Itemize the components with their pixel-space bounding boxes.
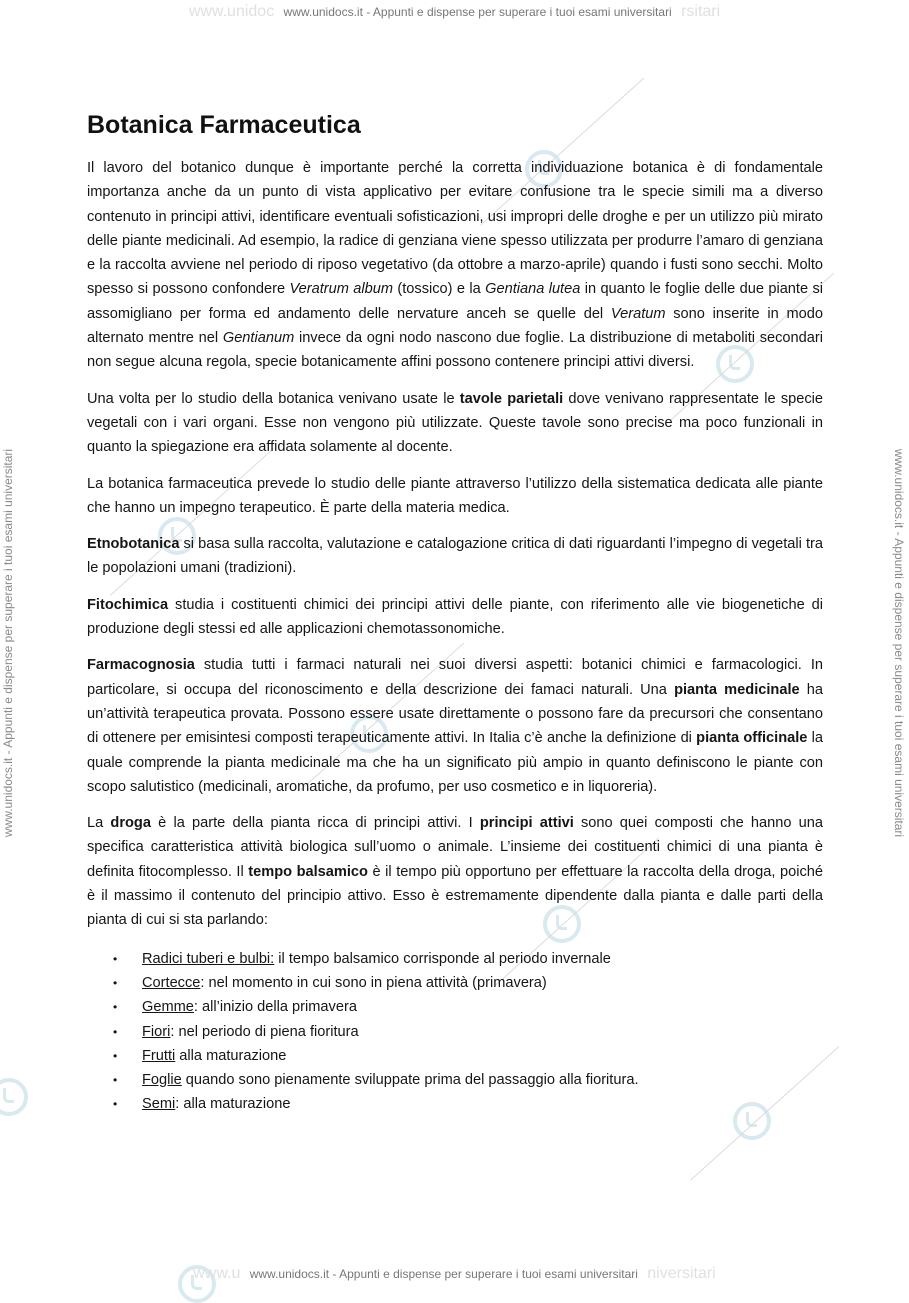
header-line: www.unidocs.it - Appunti e dispense per superare i tuoi esami universitari	[283, 5, 672, 19]
list-item-term: Fiori	[142, 1023, 171, 1040]
footer-line: www.unidocs.it - Appunti e dispense per superare i tuoi esami universitari	[249, 1267, 638, 1281]
text-run: invece da ogni nodo nascono due foglie. La distribuzione di metaboliti secondari non segue alcuna regola, specie botanicamente affini possono contenere principi attivi diversi.	[87, 330, 824, 371]
italic-term: Gentianum	[222, 330, 295, 347]
list-item-desc: quando sono pienamente sviluppate prima del passaggio alla fioritura.	[181, 1072, 639, 1089]
document-title: Botanica Farmaceutica	[87, 111, 361, 139]
watermark-logo-icon	[0, 1078, 28, 1116]
text-run: la quale comprende la pianta medicinale ma che ha un significato più ampio in quanto definiscono le piante con scopo salutistico (medicinali, aromatiche, da profumo, per uso cosmetico e in liquoreria).	[87, 730, 824, 795]
document-body	[87, 108, 823, 1117]
page-header-watermark	[0, 0, 909, 26]
paragraph-farmacognosia	[87, 653, 823, 799]
side-watermark-left: www.unidocs.it - Appunti e dispense per superare i tuoi esami universitari	[1, 448, 15, 838]
tempo-balsamico-list	[87, 947, 823, 1117]
text-run: si basa sulla raccolta, valutazione e catalogazione critica di dati riguardanti l’impegno di vegetali tra le popolazioni umani (tradizioni).	[87, 536, 823, 577]
bold-term: pianta officinale	[696, 730, 808, 747]
list-item	[87, 1020, 823, 1044]
text-run: è il tempo più opportuno per effettuare la raccolta della droga, poiché è il massimo il contenuto del principio attivo. Esso è estremamente dipendente dalla pianta e dalle parti della pianta di cui si sta parlando:	[87, 863, 823, 929]
bold-term: pianta medicinale	[674, 681, 800, 698]
bold-term: tavole parietali	[459, 390, 564, 407]
text-run: Una volta per lo studio della botanica venivano usate le	[87, 390, 460, 407]
text-run: studia tutti i farmaci naturali nei suoi diversi aspetti: botanici chimici e farmacologici. In particolare, si occupa del riconoscimento e della descrizione dei famaci naturali. Una	[87, 657, 823, 698]
list-item-desc: il tempo balsamico corrisponde al periodo invernale	[274, 950, 611, 967]
list-item	[87, 1068, 823, 1092]
header-ghost-left: www.unidoc	[188, 3, 275, 20]
list-item-term: Foglie	[142, 1072, 182, 1089]
text-run: sono inserite in modo alternato mentre nel	[87, 305, 823, 347]
text-run: sono quei composti che hanno una specifica caratteristica attività biologica sull’uomo o animale. L’insieme dei costituenti chimici di una pianta è definita fitocomplesso. Il	[87, 815, 823, 880]
text-run: in quanto le foglie delle due piante si assomigliano per forma ed andamento delle nervature anceh se quelle del	[87, 281, 823, 322]
italic-term: Veratum	[610, 305, 666, 322]
list-item-desc: alla maturazione	[175, 1047, 287, 1064]
list-item-desc: : nel momento in cui sono in piena attività (primavera)	[200, 974, 547, 991]
bold-term: Fitochimica	[87, 596, 169, 613]
paragraph-botanica-farmaceutica: La botanica farmaceutica prevede lo studio delle piante attraverso l’utilizzo della sistematica dedicata alle piante che hanno un impegno terapeutico. È parte della materia medica.	[87, 475, 823, 516]
list-item	[87, 1092, 823, 1116]
list-item	[87, 995, 823, 1019]
text-run: studia i costituenti chimici dei principi attivi delle piante, con riferimento alle vie biogenetiche di produzione degli stessi ed alle applicazioni chemotassonomiche.	[87, 596, 823, 638]
paragraph-fitochimica	[87, 593, 823, 642]
text-run: dove venivano rappresentate le specie vegetali con i vari organi. Esse non vengono più utilizzate. Queste tavole sono precise ma poco funzionali in quanto la spiegazione era affidata solamente al docente.	[87, 390, 824, 456]
list-item-term: Semi	[142, 1096, 176, 1113]
text-run: Il lavoro del botanico dunque è importante perché la corretta individuazione botanica è di fondamentale importanza anche da un punto di vista applicativo per evitare confusione tra le specie simili ma a diverso contenuto in principi attivi, identificare eventuali sofisticazioni, usi impropri delle droghe e per un utilizzo più mirato delle piante medicinali. Ad esempio, la radice di genziana viene spesso utilizzata per produrre l’amaro di genziana e la raccolta avviene nel periodo di riposo vegetativo (da ottobre a marzo-aprile) quando i fusti sono secchi. Molto spesso si possono confondere	[87, 160, 823, 298]
text-run: è la parte della pianta ricca di principi attivi. I	[150, 815, 480, 832]
list-item	[87, 971, 823, 995]
footer-ghost-left: www.u	[193, 1265, 241, 1282]
paragraph-intro	[87, 156, 823, 375]
italic-term: Veratrum album	[289, 281, 394, 298]
list-item-term: Radici tuberi e bulbi:	[142, 950, 275, 967]
list-item-desc: : all’inizio della primavera	[193, 999, 357, 1016]
list-item	[87, 1044, 823, 1068]
list-item-term: Gemme	[142, 999, 194, 1016]
header-ghost-right: rsitari	[681, 3, 721, 20]
page-footer-watermark	[0, 1262, 909, 1286]
bold-term: droga	[110, 815, 151, 832]
side-watermark-right: www.unidocs.it - Appunti e dispense per superare i tuoi esami universitari	[892, 448, 906, 838]
bold-term: Farmacognosia	[87, 657, 195, 674]
list-item	[87, 947, 823, 971]
bold-term: tempo balsamico	[248, 863, 368, 880]
paragraph-tavole	[87, 387, 823, 460]
paragraph-droga	[87, 811, 823, 932]
footer-ghost-right: niversitari	[647, 1265, 716, 1282]
bold-term: Etnobotanica	[87, 536, 180, 553]
list-item-desc: : alla maturazione	[175, 1096, 291, 1113]
text-run: La	[87, 815, 111, 832]
list-item-term: Frutti	[142, 1047, 176, 1064]
italic-term: Gentiana lutea	[485, 281, 581, 298]
list-item-term: Cortecce	[142, 974, 201, 991]
list-item-desc: : nel periodo di piena fioritura	[170, 1023, 359, 1040]
bold-term: principi attivi	[479, 815, 574, 832]
text-run: ha un’attività terapeutica provata. Possono essere usate direttamente o possono fare da precursori che consentano di ottenere per emisintesi composti terapeuticamente attivi. In Italia c’è anche la definizione di	[87, 681, 824, 747]
text-run: (tossico) e la	[393, 281, 486, 298]
paragraph-etnobotanica	[87, 532, 823, 581]
